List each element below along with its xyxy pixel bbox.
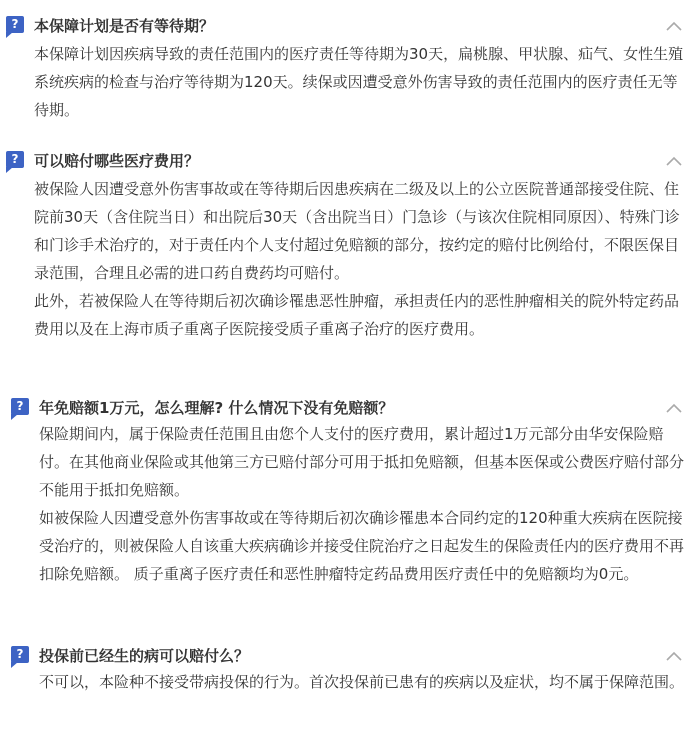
faq-question-row[interactable] [0,14,696,38]
faq-question-row[interactable] [0,644,696,668]
question-icon [6,151,24,168]
faq-answer-paragraph: 本保障计划因疾病导致的责任范围内的医疗责任等待期为30天，扁桃腺、甲状腺、疝气、女性生殖系统疾病的检查与治疗等待期为120天。续保或因遭受意外伤害导致的责任范围内的医疗责任无等待期。 [34,45,684,119]
faq-answer-paragraph: 此外，若被保险人在等待期后初次确诊罹患恶性肿瘤，承担责任内的恶性肿瘤相关的院外特定药品费用以及在上海市质子重离子医院接受质子重离子治疗的医疗费用。 [34,292,680,338]
faq-answer-paragraph: 被保险人因遭受意外伤害事故或在等待期后因患疾病在二级及以上的公立医院普通部接受住院、住院前30天（含住院当日）和出院后30天（含出院当日）门急诊（与该次住院相同原因）、特殊门诊和门诊手术治疗的，对于责任内个人支付超过免赔额的部分，按约定的赔付比例给付，不限医保目录范围，合理且必需的进口药自费药均可赔付。 [34,180,680,282]
faq-question-row[interactable] [0,396,696,420]
faq-question: 本保障计划是否有等待期？ [34,17,215,35]
question-icon-glyph: ? [11,152,19,166]
faq-item [0,396,696,583]
chevron-up-icon[interactable] [666,402,682,414]
faq-answer-paragraph: 如被保险人因遭受意外伤害事故或在等待期后初次确诊罹患本合同约定的120种重大疾病在医院接受治疗的，则被保险人自该重大疾病确诊并接受住院治疗之日起发生的保险责任内的医疗费用不再扣除免赔额。 质子重离子医疗责任和恶性肿瘤特定药品费用医疗责任中的免赔额均为0元。 [39,509,685,583]
question-icon [11,398,29,415]
faq-item [0,149,696,338]
faq-answer [34,175,684,343]
chevron-up-icon[interactable] [666,155,682,167]
faq-question: 投保前已经生的病可以赔付么？ [39,647,250,665]
faq-question-row[interactable] [0,149,696,173]
question-icon-glyph: ? [16,399,24,413]
faq-answer [39,420,684,588]
question-icon [11,646,29,663]
faq-answer [34,40,684,124]
faq-answer [39,668,684,696]
faq-question: 可以赔付哪些医疗费用？ [34,152,200,170]
faq-answer-paragraph: 不可以，本险种不接受带病投保的行为。首次投保前已患有的疾病以及症状，均不属于保障范围。 [39,673,685,691]
chevron-up-icon[interactable] [666,20,682,32]
question-icon-glyph: ? [11,17,19,31]
faq-question: 年免赔额1万元，怎么理解? 什么情况下没有免赔额？ [39,399,394,417]
question-icon [6,16,24,33]
chevron-up-icon[interactable] [666,650,682,662]
faq-answer-paragraph: 保险期间内，属于保险责任范围且由您个人支付的医疗费用，累计超过1万元部分由华安保险赔付。在其他商业保险或其他第三方已赔付部分可用于抵扣免赔额，但基本医保或公费医疗赔付部分不能用于抵扣免赔额。 [39,425,685,499]
faq-item [0,644,696,691]
question-icon-glyph: ? [16,647,24,661]
faq-item [0,14,696,119]
